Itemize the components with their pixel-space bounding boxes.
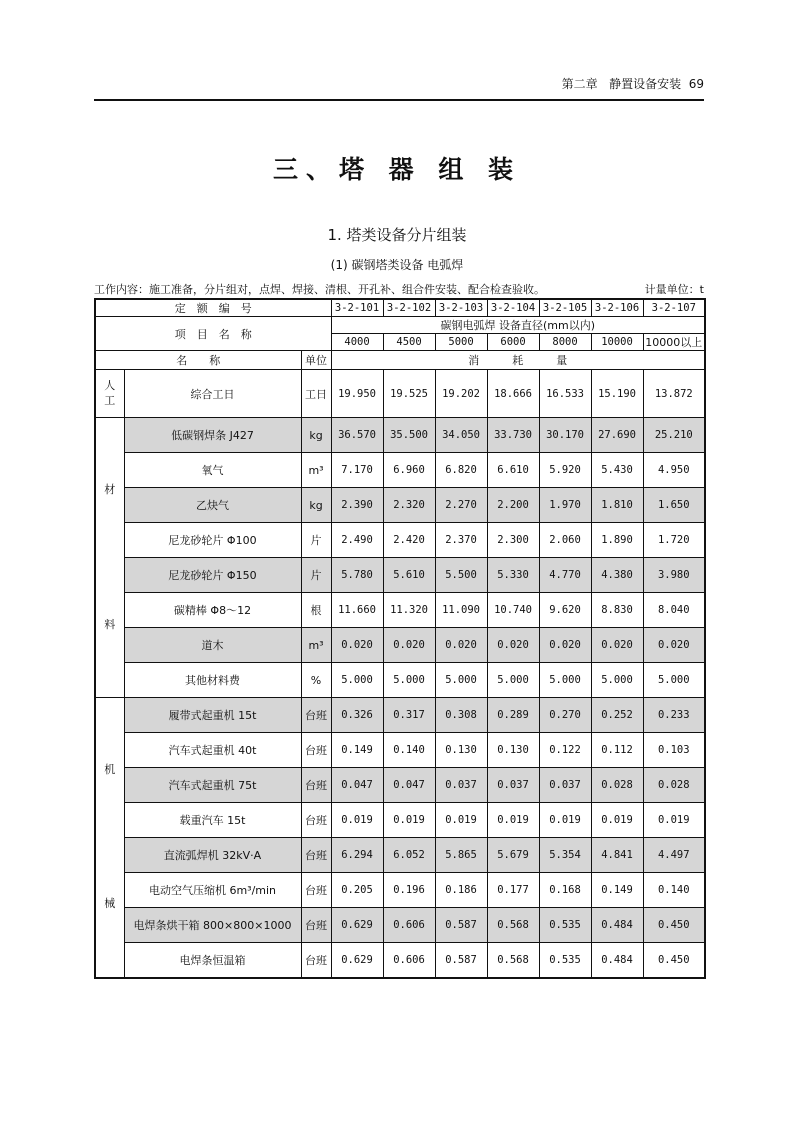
unit-cell: m³ xyxy=(301,628,331,663)
quota-code: 3-2-103 xyxy=(435,299,487,317)
value-cell: 0.535 xyxy=(539,908,591,943)
value-cell: 0.484 xyxy=(591,908,643,943)
value-cell: 0.168 xyxy=(539,873,591,908)
value-cell: 0.568 xyxy=(487,908,539,943)
diameter-cell: 4000 xyxy=(331,334,383,351)
value-cell: 0.028 xyxy=(591,768,643,803)
value-cell: 2.060 xyxy=(539,523,591,558)
quota-table-body xyxy=(95,299,705,978)
resource-name: 载重汽车 15t xyxy=(124,803,301,838)
diameter-cell: 4500 xyxy=(383,334,435,351)
value-cell: 0.629 xyxy=(331,943,383,978)
resource-name: 汽车式起重机 40t xyxy=(124,733,301,768)
table-row xyxy=(95,838,705,873)
value-cell: 0.019 xyxy=(539,803,591,838)
value-cell: 5.865 xyxy=(435,838,487,873)
unit-cell: % xyxy=(301,663,331,698)
unit-cell: kg xyxy=(301,418,331,453)
table-row xyxy=(95,558,705,593)
resource-name: 尼龙砂轮片 Φ100 xyxy=(124,523,301,558)
work-content: 工作内容：施工准备，分片组对，点焊、焊接、清根、开孔补、组合件安装、配合检查验收。 xyxy=(94,283,545,296)
value-cell: 5.780 xyxy=(331,558,383,593)
resource-name: 其他材料费 xyxy=(124,663,301,698)
value-cell: 0.450 xyxy=(643,908,705,943)
value-cell: 0.606 xyxy=(383,943,435,978)
table-row xyxy=(95,698,705,733)
table-row xyxy=(95,453,705,488)
value-cell: 30.170 xyxy=(539,418,591,453)
quota-code-row xyxy=(95,299,705,317)
value-cell: 0.587 xyxy=(435,908,487,943)
value-cell: 0.020 xyxy=(487,628,539,663)
resource-name: 尼龙砂轮片 Φ150 xyxy=(124,558,301,593)
resource-name: 汽车式起重机 75t xyxy=(124,768,301,803)
value-cell: 1.650 xyxy=(643,488,705,523)
unit-cell: kg xyxy=(301,488,331,523)
value-cell: 0.177 xyxy=(487,873,539,908)
table-row xyxy=(95,733,705,768)
quota-table xyxy=(94,298,706,979)
header-rule xyxy=(94,99,704,101)
value-cell: 0.037 xyxy=(539,768,591,803)
unit-cell: 片 xyxy=(301,558,331,593)
value-cell: 8.040 xyxy=(643,593,705,628)
value-cell: 6.052 xyxy=(383,838,435,873)
value-cell: 10.740 xyxy=(487,593,539,628)
value-cell: 2.490 xyxy=(331,523,383,558)
value-cell: 6.610 xyxy=(487,453,539,488)
value-cell: 0.149 xyxy=(331,733,383,768)
value-cell: 8.830 xyxy=(591,593,643,628)
resource-name: 直流弧焊机 32kV·A xyxy=(124,838,301,873)
category-cell: 人 工 xyxy=(95,370,124,418)
value-cell: 0.047 xyxy=(331,768,383,803)
value-cell: 11.090 xyxy=(435,593,487,628)
category-cell: 机 械 xyxy=(95,698,124,978)
value-cell: 6.960 xyxy=(383,453,435,488)
value-cell: 0.020 xyxy=(643,628,705,663)
value-cell: 0.252 xyxy=(591,698,643,733)
category-cell: 材 料 xyxy=(95,418,124,698)
value-cell: 0.289 xyxy=(487,698,539,733)
value-cell: 0.629 xyxy=(331,908,383,943)
unit-cell: 台班 xyxy=(301,733,331,768)
table-row xyxy=(95,418,705,453)
diameter-cell: 10000以上 xyxy=(643,334,705,351)
unit-cell: 台班 xyxy=(301,908,331,943)
unit-cell: 台班 xyxy=(301,838,331,873)
value-cell: 0.037 xyxy=(487,768,539,803)
value-cell: 19.950 xyxy=(331,370,383,418)
value-cell: 2.370 xyxy=(435,523,487,558)
value-cell: 0.308 xyxy=(435,698,487,733)
value-cell: 19.525 xyxy=(383,370,435,418)
value-cell: 0.037 xyxy=(435,768,487,803)
value-cell: 5.000 xyxy=(331,663,383,698)
value-cell: 0.028 xyxy=(643,768,705,803)
value-cell: 5.500 xyxy=(435,558,487,593)
table-row xyxy=(95,523,705,558)
resource-name: 碳精棒 Φ8～12 xyxy=(124,593,301,628)
value-cell: 27.690 xyxy=(591,418,643,453)
value-cell: 6.820 xyxy=(435,453,487,488)
value-cell: 0.047 xyxy=(383,768,435,803)
group-header-row xyxy=(95,317,705,334)
quota-label: 定 额 编 号 xyxy=(95,299,331,317)
value-cell: 0.020 xyxy=(331,628,383,663)
chapter-label: 第二章 xyxy=(561,77,598,91)
value-cell: 0.019 xyxy=(383,803,435,838)
value-cell: 0.186 xyxy=(435,873,487,908)
value-cell: 2.420 xyxy=(383,523,435,558)
table-row xyxy=(95,370,705,418)
value-cell: 2.300 xyxy=(487,523,539,558)
value-cell: 0.020 xyxy=(591,628,643,663)
group-label: 碳钢电弧焊 设备直径(mm以内) xyxy=(331,317,705,334)
value-cell: 35.500 xyxy=(383,418,435,453)
value-cell: 0.019 xyxy=(487,803,539,838)
value-cell: 2.390 xyxy=(331,488,383,523)
unit-cell: 台班 xyxy=(301,768,331,803)
value-cell: 11.320 xyxy=(383,593,435,628)
value-cell: 5.430 xyxy=(591,453,643,488)
unit-note: 计量单位：t xyxy=(644,283,704,296)
value-cell: 0.196 xyxy=(383,873,435,908)
value-cell: 0.484 xyxy=(591,943,643,978)
resource-name: 综合工日 xyxy=(124,370,301,418)
value-cell: 0.130 xyxy=(435,733,487,768)
value-cell: 15.190 xyxy=(591,370,643,418)
work-content-line xyxy=(94,281,704,297)
resource-name: 电焊条恒温箱 xyxy=(124,943,301,978)
value-cell: 0.019 xyxy=(643,803,705,838)
value-cell: 1.970 xyxy=(539,488,591,523)
value-cell: 4.497 xyxy=(643,838,705,873)
resource-name: 乙炔气 xyxy=(124,488,301,523)
value-cell: 5.000 xyxy=(643,663,705,698)
section-label: 静置设备安装 xyxy=(609,77,682,91)
value-cell: 0.205 xyxy=(331,873,383,908)
value-cell: 25.210 xyxy=(643,418,705,453)
value-cell: 0.606 xyxy=(383,908,435,943)
table-row xyxy=(95,943,705,978)
page-title: 三、塔 器 组 装 xyxy=(272,155,522,184)
value-cell: 16.533 xyxy=(539,370,591,418)
unit-cell: 片 xyxy=(301,523,331,558)
value-cell: 0.233 xyxy=(643,698,705,733)
value-cell: 0.587 xyxy=(435,943,487,978)
value-cell: 0.019 xyxy=(435,803,487,838)
page-number: 69 xyxy=(688,77,704,91)
value-cell: 7.170 xyxy=(331,453,383,488)
diameter-cell: 5000 xyxy=(435,334,487,351)
table-row xyxy=(95,663,705,698)
value-cell: 4.950 xyxy=(643,453,705,488)
value-cell: 5.610 xyxy=(383,558,435,593)
quota-code: 3-2-102 xyxy=(383,299,435,317)
table-row xyxy=(95,803,705,838)
value-cell: 0.317 xyxy=(383,698,435,733)
value-cell: 0.149 xyxy=(591,873,643,908)
unit-cell: 根 xyxy=(301,593,331,628)
value-cell: 0.020 xyxy=(539,628,591,663)
table-row xyxy=(95,628,705,663)
table-row xyxy=(95,488,705,523)
quota-code: 3-2-105 xyxy=(539,299,591,317)
table-row xyxy=(95,873,705,908)
value-cell: 0.019 xyxy=(591,803,643,838)
value-cell: 2.270 xyxy=(435,488,487,523)
value-cell: 5.000 xyxy=(435,663,487,698)
value-cell: 0.112 xyxy=(591,733,643,768)
value-cell: 2.200 xyxy=(487,488,539,523)
value-cell: 5.000 xyxy=(487,663,539,698)
resource-name: 电动空气压缩机 6m³/min xyxy=(124,873,301,908)
value-cell: 11.660 xyxy=(331,593,383,628)
value-cell: 5.000 xyxy=(539,663,591,698)
table-row xyxy=(95,593,705,628)
value-cell: 0.140 xyxy=(643,873,705,908)
value-cell: 5.920 xyxy=(539,453,591,488)
value-cell: 0.020 xyxy=(435,628,487,663)
unit-cell: 工日 xyxy=(301,370,331,418)
unit-cell: 台班 xyxy=(301,698,331,733)
section-subtitle: 1. 塔类设备分片组装 xyxy=(327,226,467,244)
value-cell: 4.380 xyxy=(591,558,643,593)
value-cell: 5.330 xyxy=(487,558,539,593)
value-cell: 36.570 xyxy=(331,418,383,453)
value-cell: 0.103 xyxy=(643,733,705,768)
table-caption: (1) 碳钢塔类设备 电弧焊 xyxy=(330,258,464,272)
resource-name: 电焊条烘干箱 800×800×1000 xyxy=(124,908,301,943)
unit-cell: 台班 xyxy=(301,943,331,978)
value-cell: 18.666 xyxy=(487,370,539,418)
value-cell: 0.140 xyxy=(383,733,435,768)
value-cell: 0.130 xyxy=(487,733,539,768)
name-header: 名 称 xyxy=(95,351,301,370)
quota-code: 3-2-106 xyxy=(591,299,643,317)
value-cell: 1.890 xyxy=(591,523,643,558)
value-cell: 4.841 xyxy=(591,838,643,873)
quota-code: 3-2-101 xyxy=(331,299,383,317)
value-cell: 0.122 xyxy=(539,733,591,768)
value-cell: 0.326 xyxy=(331,698,383,733)
value-cell: 33.730 xyxy=(487,418,539,453)
value-cell: 5.354 xyxy=(539,838,591,873)
value-cell: 0.450 xyxy=(643,943,705,978)
consumption-header: 消 耗 量 xyxy=(331,351,705,370)
item-name-label: 项 目 名 称 xyxy=(95,317,331,351)
unit-header: 单位 xyxy=(301,351,331,370)
value-cell: 1.810 xyxy=(591,488,643,523)
running-head xyxy=(94,75,704,92)
resource-name: 履带式起重机 15t xyxy=(124,698,301,733)
resource-name: 道木 xyxy=(124,628,301,663)
resource-name: 氧气 xyxy=(124,453,301,488)
value-cell: 0.568 xyxy=(487,943,539,978)
value-cell: 6.294 xyxy=(331,838,383,873)
value-cell: 9.620 xyxy=(539,593,591,628)
value-cell: 5.000 xyxy=(383,663,435,698)
unit-cell: 台班 xyxy=(301,803,331,838)
value-cell: 3.980 xyxy=(643,558,705,593)
diameter-cell: 8000 xyxy=(539,334,591,351)
value-cell: 0.270 xyxy=(539,698,591,733)
resource-name: 低碳钢焊条 J427 xyxy=(124,418,301,453)
column-header-row xyxy=(95,351,705,370)
unit-cell: 台班 xyxy=(301,873,331,908)
value-cell: 1.720 xyxy=(643,523,705,558)
diameter-cell: 6000 xyxy=(487,334,539,351)
quota-code: 3-2-107 xyxy=(643,299,705,317)
diameter-cell: 10000 xyxy=(591,334,643,351)
value-cell: 0.019 xyxy=(331,803,383,838)
value-cell: 19.202 xyxy=(435,370,487,418)
table-row xyxy=(95,768,705,803)
value-cell: 13.872 xyxy=(643,370,705,418)
value-cell: 5.000 xyxy=(591,663,643,698)
value-cell: 0.535 xyxy=(539,943,591,978)
table-row xyxy=(95,908,705,943)
value-cell: 34.050 xyxy=(435,418,487,453)
value-cell: 5.679 xyxy=(487,838,539,873)
value-cell: 0.020 xyxy=(383,628,435,663)
value-cell: 2.320 xyxy=(383,488,435,523)
unit-cell: m³ xyxy=(301,453,331,488)
quota-code: 3-2-104 xyxy=(487,299,539,317)
value-cell: 4.770 xyxy=(539,558,591,593)
